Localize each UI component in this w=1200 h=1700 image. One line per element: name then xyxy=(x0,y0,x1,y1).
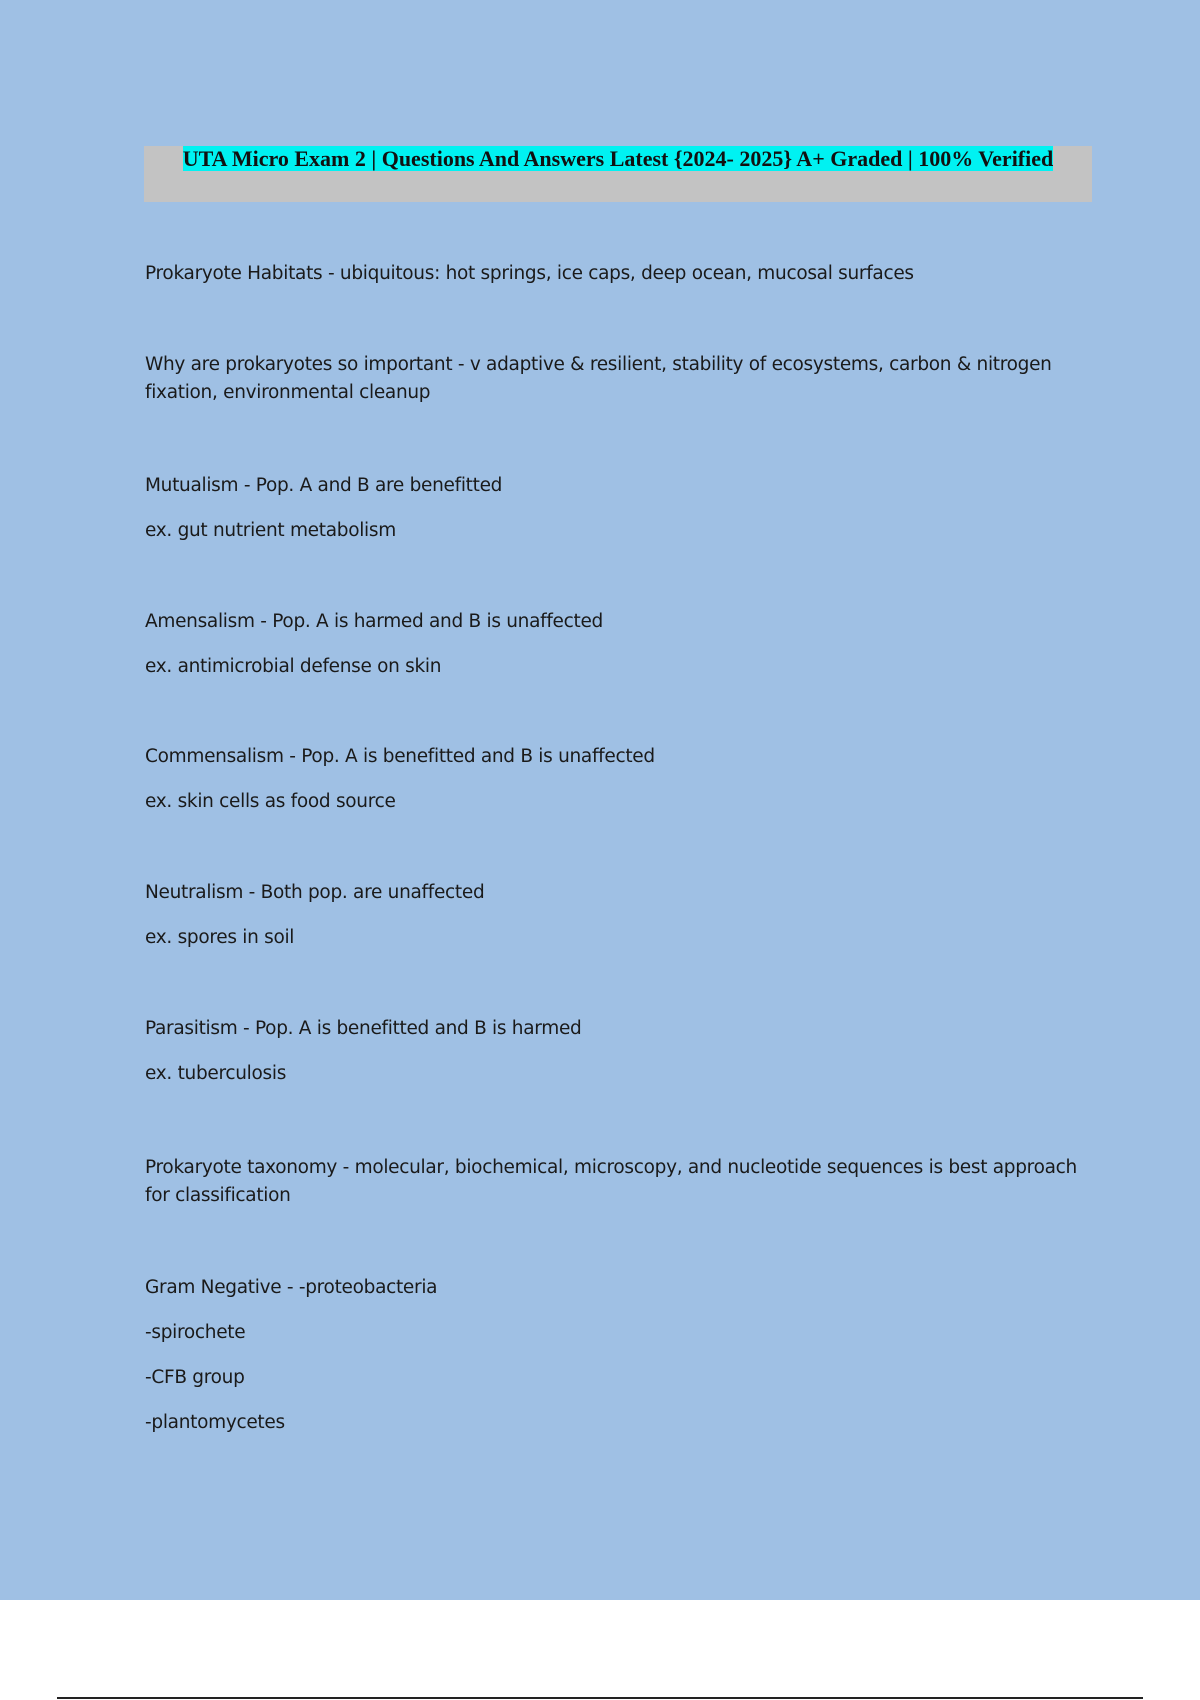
entry-gram-negative xyxy=(145,1274,1095,1437)
entry-text: Gram Negative - -proteobacteria xyxy=(145,1277,438,1298)
entry-commensalism xyxy=(145,743,1095,816)
entry-text: Mutualism - Pop. A and B are benefitted xyxy=(145,475,503,496)
entry-example: ex. spores in soil xyxy=(145,927,295,948)
entry-text: Prokaryote Habitats - ubiquitous: hot springs, ice caps, deep ocean, mucosal surfaces xyxy=(145,263,914,284)
entry-text: Commensalism - Pop. A is benefitted and B is unaffected xyxy=(145,746,655,767)
document-title-text: UTA Micro Exam 2 | Questions And Answers Latest {2024- 2025} A+ Graded | 100% Verified xyxy=(182,146,1054,171)
entry-prokaryote-habitats xyxy=(145,260,1095,288)
entry-text: Amensalism - Pop. A is harmed and B is unaffected xyxy=(145,611,603,632)
entry-example: ex. antimicrobial defense on skin xyxy=(145,656,442,677)
entry-prokaryote-importance xyxy=(145,351,1095,407)
entry-example: ex. tuberculosis xyxy=(145,1063,287,1084)
entry-list-item: -plantomycetes xyxy=(145,1412,285,1433)
entry-example: ex. skin cells as food source xyxy=(145,791,396,812)
entry-text: Why are prokaryotes so important - v adaptive & resilient, stability of ecosystems, carbon & nitrogen fixation, environmental cleanup xyxy=(145,354,1052,403)
entry-mutualism xyxy=(145,472,1095,545)
entry-text: Neutralism - Both pop. are unaffected xyxy=(145,882,485,903)
document-title xyxy=(144,146,1092,172)
entry-example: ex. gut nutrient metabolism xyxy=(145,520,396,541)
entry-prokaryote-taxonomy xyxy=(145,1154,1095,1210)
entry-list-item: -spirochete xyxy=(145,1322,246,1343)
footer-divider xyxy=(57,1697,1143,1699)
entry-amensalism xyxy=(145,608,1095,681)
entry-text: Parasitism - Pop. A is benefitted and B is harmed xyxy=(145,1018,582,1039)
entry-list-item: -CFB group xyxy=(145,1367,245,1388)
entry-text: Prokaryote taxonomy - molecular, biochemical, microscopy, and nucleotide sequences is best approach for classification xyxy=(145,1157,1077,1206)
entry-parasitism xyxy=(145,1015,1095,1088)
entry-neutralism xyxy=(145,879,1095,952)
